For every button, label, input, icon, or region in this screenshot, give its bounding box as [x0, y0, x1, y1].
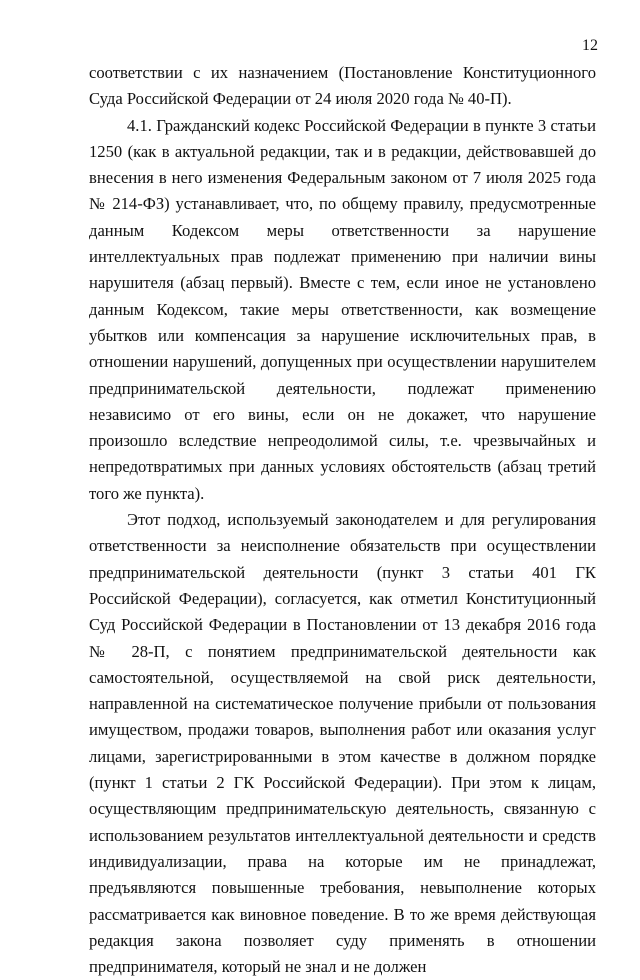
document-body: [89, 60, 596, 980]
page-number: 12: [582, 37, 598, 54]
paragraph-approach: Этот подход, используемый законодателем и для регулирования ответственности за неисполнение обязательств при осуществлении предпринимательской деятельности (пункт 3 статьи 401 ГК Российской Федерации), согласуется, как отметил Конституционный Суд Российской Федерации в Постановлении от 13 декабря 2016 года № 28-П, с понятием предпринимательской деятельности как самостоятельной, осуществляемой на свой риск деятельности, направленной на систематическое получение прибыли от пользования имуществом, продажи товаров, выполнения работ или оказания услуг лицами, зарегистрированными в этом качестве в должном порядке (пункт 1 статьи 2 ГК Российской Федерации). При этом к лицам, осуществляющим предпринимательскую деятельность, связанную с использованием результатов интеллектуальной деятельности и средств индивидуализации, права на которые им не принадлежат, предъявляются повышенные требования, невыполнение которых рассматривается как виновное поведение. В то же время действующая редакция закона позволяет суду применять в отношении предпринимателя, который не знал и не должен: [89, 510, 596, 977]
paragraph-continuation: соответствии с их назначением (Постановление Конституционного Суда Российской Федерации от 24 июля 2020 года № 40-П).: [89, 63, 596, 109]
paragraph-4-1: 4.1. Гражданский кодекс Российской Федерации в пункте 3 статьи 1250 (как в актуальной редакции, так и в редакции, действовавшей до внесения в него изменения Федеральным законом от 7 июля 2025 года № 214-ФЗ) устанавливает, что, по общему правилу, предусмотренные данным Кодексом меры ответственности за нарушение интеллектуальных прав подлежат применению при наличии вины нарушителя (абзац первый). Вместе с тем, если иное не установлено данным Кодексом, такие меры ответственности, как возмещение убытков или компенсация за нарушение исключительных прав, в отношении нарушений, допущенных при осуществлении нарушителем предпринимательской деятельности, подлежат применению независимо от его вины, если он не докажет, что нарушение произошло вследствие непреодолимой силы, т.е. чрезвычайных и непредотвратимых при данных условиях обстоятельств (абзац третий того же пункта).: [89, 115, 596, 503]
